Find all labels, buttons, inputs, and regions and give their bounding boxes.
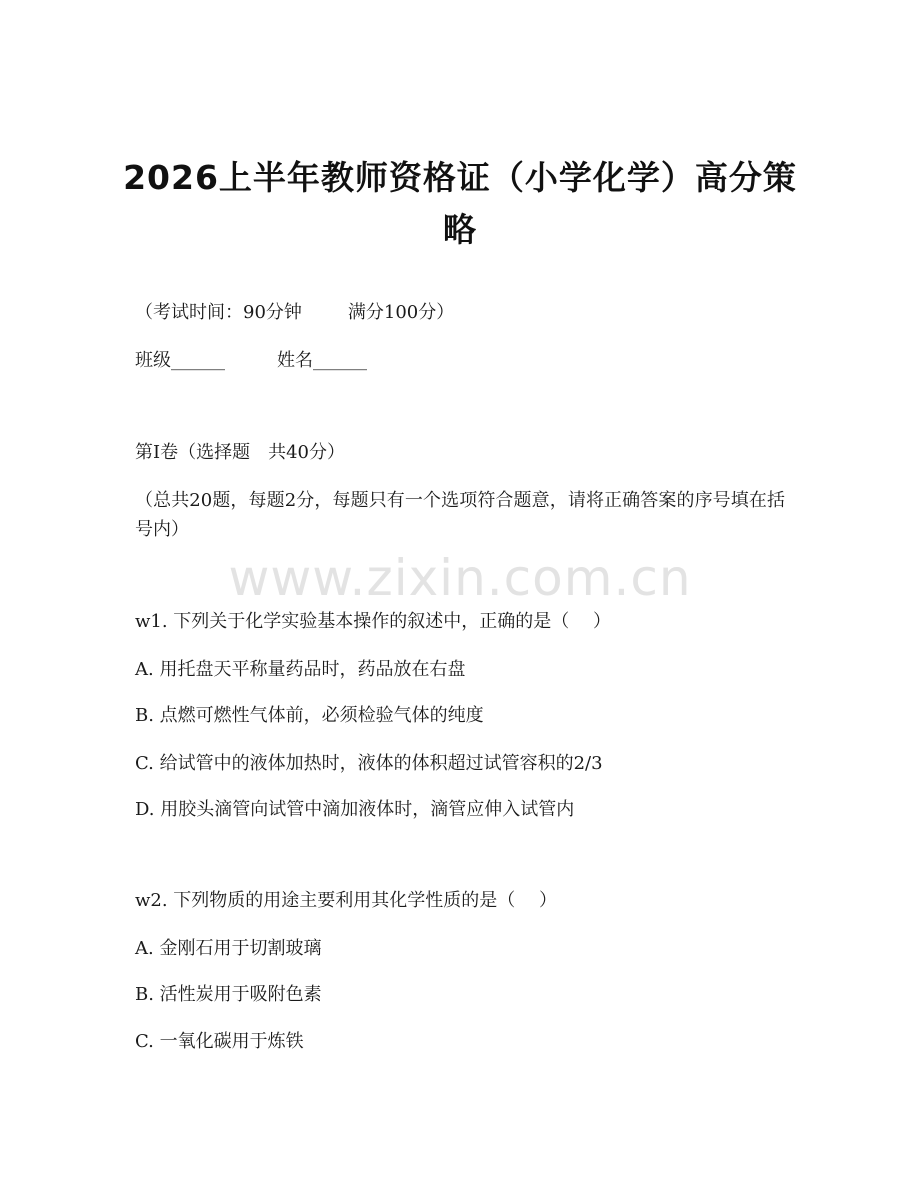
title-line-2: 略 (443, 210, 477, 249)
question-option: B. 活性炭用于吸附色素 (135, 984, 322, 1005)
student-fields (135, 347, 367, 375)
question-stem: w2. 下列物质的用途主要利用其化学性质的是（ ） (135, 890, 558, 911)
section-heading: 第Ⅰ卷（选择题 共40分） (135, 442, 346, 463)
question-option: C. 给试管中的液体加热时，液体的体积超过试管容积的2/3 (135, 753, 603, 774)
document-title (120, 152, 800, 256)
question-option: C. 一氧化碳用于炼铁 (135, 1031, 304, 1052)
question-option: A. 金刚石用于切割玻璃 (135, 938, 322, 959)
watermark: www.zixin.com.cn (228, 549, 692, 607)
question-option: A. 用托盘天平称量药品时，药品放在右盘 (135, 659, 466, 680)
title-line-1: 2026上半年教师资格证（小学化学）高分策 (123, 158, 797, 197)
name-field: 姓名______ (277, 350, 367, 371)
class-field: 班级______ (135, 350, 225, 371)
exam-time: （考试时间：90分钟 (135, 302, 302, 323)
section-instructions: （总共20题，每题2分，每题只有一个选项符合题意，请将正确答案的序号填在括号内） (135, 490, 785, 540)
exam-info (135, 299, 454, 327)
question-stem: w1. 下列关于化学实验基本操作的叙述中，正确的是（ ） (135, 611, 612, 632)
full-score: 满分100分） (347, 302, 455, 323)
question-option: B. 点燃可燃性气体前，必须检验气体的纯度 (135, 705, 484, 726)
question-option: D. 用胶头滴管向试管中滴加液体时，滴管应伸入试管内 (135, 799, 575, 820)
